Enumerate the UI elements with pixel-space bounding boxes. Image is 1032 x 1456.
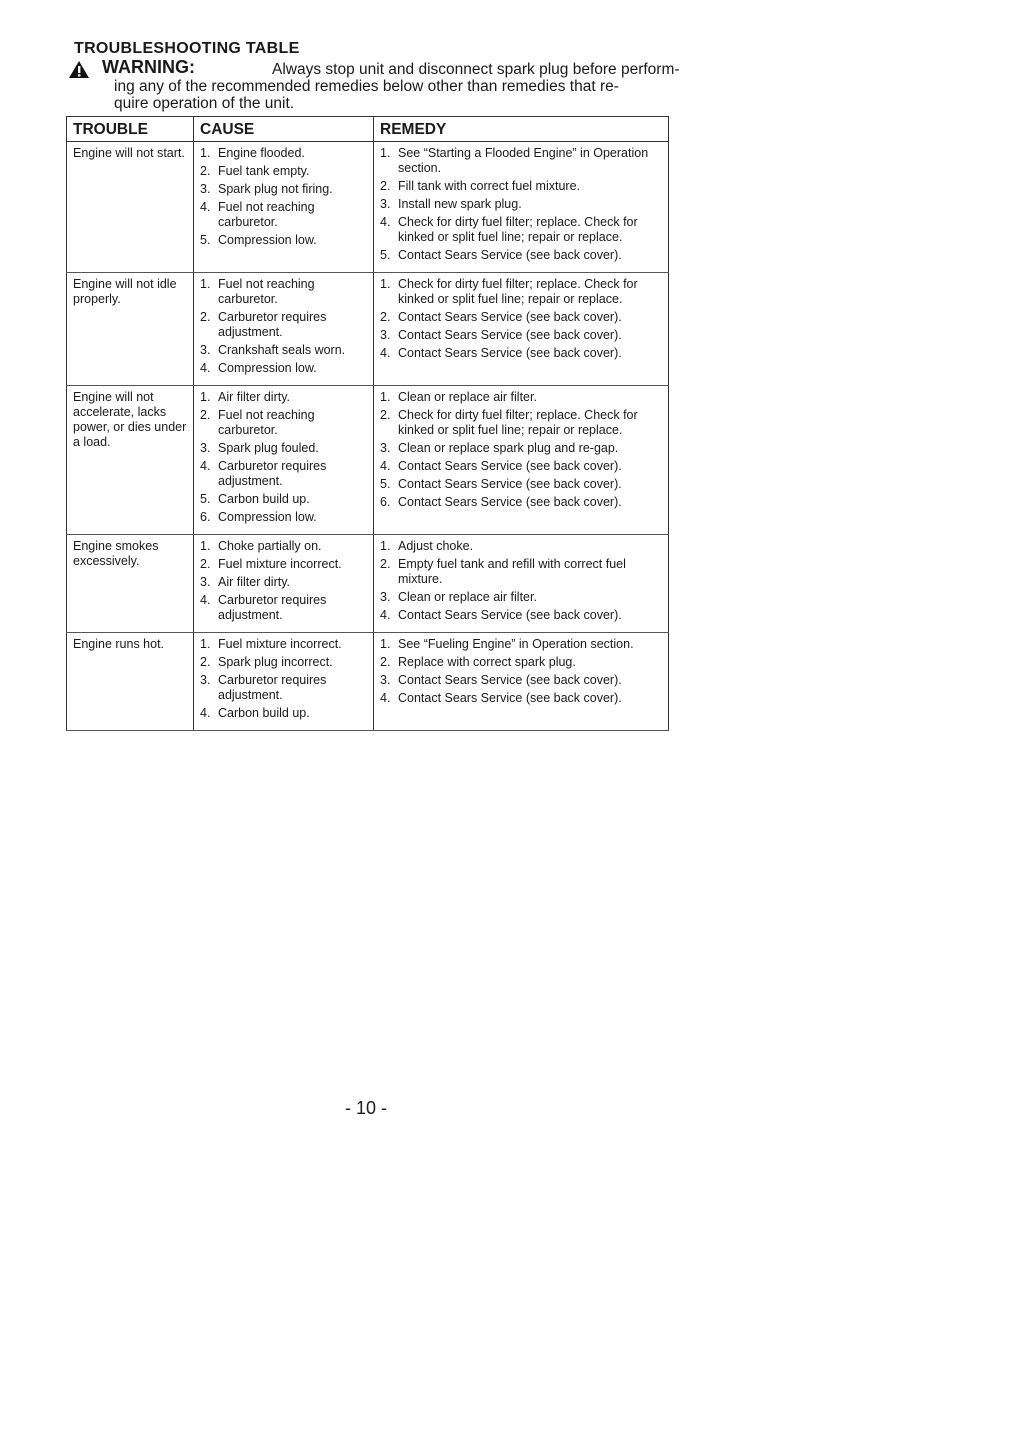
cause-cell — [194, 273, 374, 386]
remedy-item: 2. Fill tank with correct fuel mixture. — [380, 179, 662, 194]
warning-triangle-icon — [68, 60, 90, 79]
remedy-item: 6. Contact Sears Service (see back cover). — [380, 495, 662, 510]
trouble-cell: Engine will not accelerate, lacks power, or dies under a load. — [67, 386, 194, 535]
cause-item: 4. Carburetor requires adjustment. — [200, 593, 367, 623]
remedy-item: 1. See “Fueling Engine” in Operation section. — [380, 637, 662, 652]
page-number: - 10 - — [344, 1098, 387, 1118]
remedy-item: 1. Check for dirty fuel filter; replace. Check for kinked or split fuel line; repair or replace. — [380, 277, 662, 307]
cause-item: 2. Fuel mixture incorrect. — [200, 557, 367, 572]
remedy-item: 1. Adjust choke. — [380, 539, 662, 554]
warning-label: WARNING: — [102, 57, 195, 77]
remedy-list — [380, 390, 662, 510]
cause-item: 2. Spark plug incorrect. — [200, 655, 367, 670]
cause-item: 2. Fuel not reaching carburetor. — [200, 408, 367, 438]
cause-list — [200, 146, 367, 248]
cause-cell — [194, 142, 374, 273]
remedy-item: 3. Clean or replace air filter. — [380, 590, 662, 605]
remedy-item: 2. Contact Sears Service (see back cover). — [380, 310, 662, 325]
header-cause: CAUSE — [194, 117, 374, 142]
remedy-cell — [374, 386, 669, 535]
cause-list — [200, 277, 367, 376]
cause-cell — [194, 633, 374, 731]
cause-item: 1. Engine flooded. — [200, 146, 367, 161]
remedy-list — [380, 146, 662, 263]
remedy-item: 1. Clean or replace air filter. — [380, 390, 662, 405]
cause-list — [200, 637, 367, 721]
cause-list — [200, 390, 367, 525]
cause-item: 1. Choke partially on. — [200, 539, 367, 554]
remedy-item: 2. Replace with correct spark plug. — [380, 655, 662, 670]
cause-item: 3. Crankshaft seals worn. — [200, 343, 367, 358]
cause-item: 1. Air filter dirty. — [200, 390, 367, 405]
cause-cell — [194, 535, 374, 633]
cause-item: 5. Carbon build up. — [200, 492, 367, 507]
trouble-cell: Engine runs hot. — [67, 633, 194, 731]
cause-item: 3. Carburetor requires adjustment. — [200, 673, 367, 703]
cause-item: 2. Carburetor requires adjustment. — [200, 310, 367, 340]
remedy-item: 3. Clean or replace spark plug and re-gap. — [380, 441, 662, 456]
cause-item: 4. Compression low. — [200, 361, 367, 376]
remedy-cell — [374, 142, 669, 273]
cause-item: 5. Compression low. — [200, 233, 367, 248]
table-row — [67, 273, 669, 386]
remedy-item: 4. Contact Sears Service (see back cover). — [380, 459, 662, 474]
cause-item: 6. Compression low. — [200, 510, 367, 525]
cause-item: 3. Spark plug fouled. — [200, 441, 367, 456]
cause-item: 3. Air filter dirty. — [200, 575, 367, 590]
cause-item: 3. Spark plug not firing. — [200, 182, 367, 197]
header-remedy: REMEDY — [374, 117, 669, 142]
remedy-item: 4. Contact Sears Service (see back cover). — [380, 691, 662, 706]
remedy-item: 3. Contact Sears Service (see back cover). — [380, 673, 662, 688]
table-body — [67, 142, 669, 731]
remedy-item: 2. Empty fuel tank and refill with correct fuel mixture. — [380, 557, 662, 587]
remedy-item: 4. Check for dirty fuel filter; replace. Check for kinked or split fuel line; repair or replace. — [380, 215, 662, 245]
cause-item: 4. Carbon build up. — [200, 706, 367, 721]
remedy-cell — [374, 535, 669, 633]
remedy-list — [380, 277, 662, 361]
page-heading: TROUBLESHOOTING TABLE — [74, 40, 300, 57]
troubleshooting-table — [66, 116, 669, 731]
warning-text-line-2: ing any of the recommended remedies below other than remedies that re- — [114, 78, 619, 95]
remedy-item: 3. Install new spark plug. — [380, 197, 662, 212]
trouble-cell: Engine smokes excessively. — [67, 535, 194, 633]
table-header-row — [67, 117, 669, 142]
remedy-cell — [374, 273, 669, 386]
trouble-cell: Engine will not idle properly. — [67, 273, 194, 386]
remedy-list — [380, 539, 662, 623]
cause-list — [200, 539, 367, 623]
cause-item: 1. Fuel mixture incorrect. — [200, 637, 367, 652]
cause-item: 2. Fuel tank empty. — [200, 164, 367, 179]
remedy-item: 5. Contact Sears Service (see back cover). — [380, 477, 662, 492]
remedy-cell — [374, 633, 669, 731]
remedy-item: 5. Contact Sears Service (see back cover). — [380, 248, 662, 263]
table-row — [67, 535, 669, 633]
remedy-item: 4. Contact Sears Service (see back cover). — [380, 608, 662, 623]
remedy-list — [380, 637, 662, 706]
cause-item: 1. Fuel not reaching carburetor. — [200, 277, 367, 307]
table-row — [67, 633, 669, 731]
trouble-cell: Engine will not start. — [67, 142, 194, 273]
warning-text-line-3: quire operation of the unit. — [114, 95, 295, 112]
cause-item: 4. Carburetor requires adjustment. — [200, 459, 367, 489]
cause-item: 4. Fuel not reaching carburetor. — [200, 200, 367, 230]
table-row — [67, 386, 669, 535]
cause-cell — [194, 386, 374, 535]
table-row — [67, 142, 669, 273]
remedy-item: 1. See “Starting a Flooded Engine” in Operation section. — [380, 146, 662, 176]
header-trouble: TROUBLE — [67, 117, 194, 142]
remedy-item: 4. Contact Sears Service (see back cover). — [380, 346, 662, 361]
remedy-item: 2. Check for dirty fuel filter; replace. Check for kinked or split fuel line; repair or replace. — [380, 408, 662, 438]
remedy-item: 3. Contact Sears Service (see back cover). — [380, 328, 662, 343]
warning-text-line-1: Always stop unit and disconnect spark plug before perform- — [272, 61, 680, 78]
